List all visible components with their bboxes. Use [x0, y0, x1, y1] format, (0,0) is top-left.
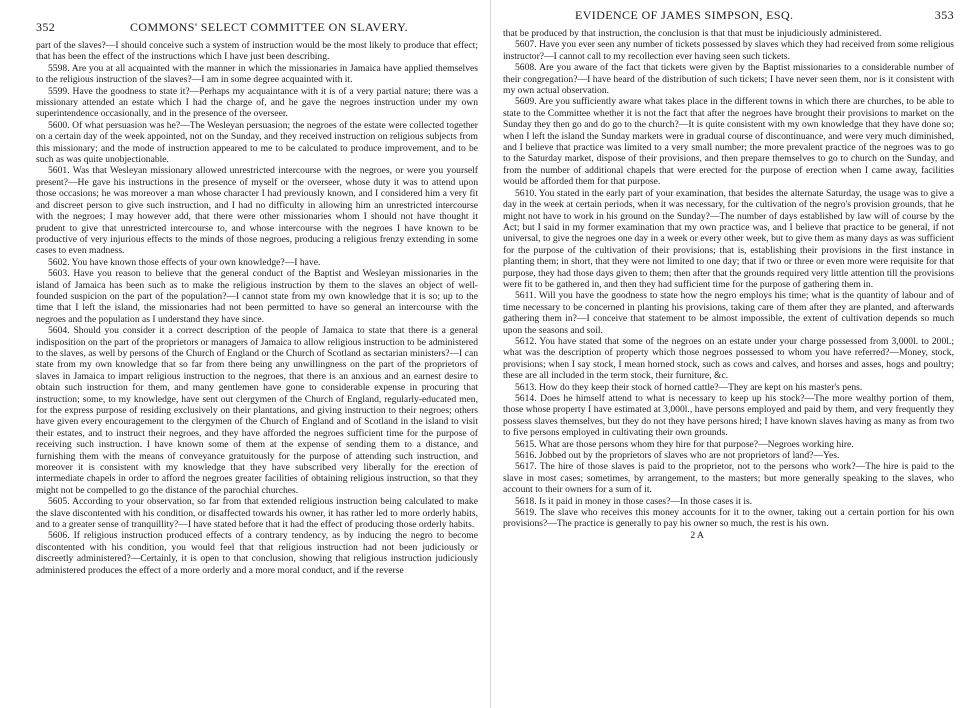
paragraph: 5613. How do they keep their stock of horned cattle?—They are kept on his master's pens.	[515, 381, 863, 393]
paragraph: part of the slaves?—I should conceive such a system of instruction would be the most likely to produce that effect; that has been the effect of the instructions which I have just been describing.	[36, 40, 478, 63]
paragraph: 5611. Will you have the goodness to state how the negro employs his time; what is the quantity of labour and of time necessary to be concerned in planting his provisions, taking care of them after they are planted, and afterwards gathering them in?—I conceive that statement to be almost impossible, the extent of cultivation depends so much upon the seasons and soil.	[503, 290, 954, 336]
left-running-head	[36, 20, 478, 35]
paragraph: 5618. Is it paid in money in those cases?—In those cases it is.	[515, 495, 753, 507]
paragraph: 5614. Does he himself attend to what is necessary to keep up his stock?—The more wealthy portion of them, those whose property I have estimated at 3,000l., have persons employed and paid by them, and very frequently they possess slaves themselves, but they do not they have persons hired; I have known slaves having as many as from two to five persons employed in cultivating their own grounds.	[503, 393, 954, 439]
left-running-title: COMMONS' SELECT COMMITTEE ON SLAVERY.	[130, 20, 408, 34]
paragraph: 5617. The hire of those slaves is paid to the proprietor, not to the persons who work?—The hire is paid to the slave in most cases; sometimes, by arrangement, to the masters; but more generally speaking to the slaves, who account to their owners for a sum of it.	[503, 461, 954, 496]
paragraph: 5604. Should you consider it a correct description of the people of Jamaica to state that there is a general indisposition on the part of the proprietors or managers of Jamaica to allow religious instruction to be administered to the slaves, as well by persons of the Church of England or the Church of Scotland as sectarian ministers?—I can state from my own knowledge that so far from there being any unwillingness on the part of the proprietors of slaves in Jamaica to impart religious instruction to the negroes, that there is an anxious and an earnest desire to obtain such instruction for them, and many gentlemen have gone to considerable expense in procuring that instruction; some, to my knowledge, have sent out clergymen of the Church of England, regularly-educated men, for the express purpose of residing exclusively on their plantations, and giving instruction to their negroes; others have given every encouragement to the clergymen of the Church of England and of Scotland in the island to visit their estates, and to instruct their negroes, and they have afforded the negroes sufficient time for the purpose of receiving such instruction. I have known some of them at the expense of sending them to a distance, and furnishing them with the means of conveyance gratuitously for the purpose of attending such instruction, and moreover it is consistent with my knowledge that they have subscribed very liberally for the erection of intermediate chapels in order to afford the negroes greater facilities of obtaining religious instruction, so that they might not be compelled to go the distance of the parochial churches.	[36, 325, 478, 496]
paragraph: 5615. What are those persons whom they hire for that purpose?—Negroes working hire.	[515, 438, 854, 450]
right-running-title: EVIDENCE OF JAMES SIMPSON, ESQ.	[575, 8, 794, 22]
paragraph: 5607. Have you ever seen any number of tickets possessed by slaves which they had received from some religious instructor?—I cannot call to my recollection ever having seen such tickets.	[503, 39, 954, 62]
paragraph: 5606. If religious instruction produced effects of a contrary tendency, as by inducing the negro to become discontented with his condition, you would feel that that religious instruction had not been judiciously or discreetly administered?—Certainly, it is open to that conclusion, showing that religious instruction judiciously administered produces the effect of a more orderly and a more moral conduct, and if the reverse	[36, 530, 478, 576]
signature-mark: 2 A	[690, 529, 704, 541]
right-page-body	[503, 28, 954, 530]
paragraph: 5599. Have the goodness to state it?—Perhaps my acquaintance with it is of a very partial nature; there was a missionary attended an estate which I had the charge of, and he gave the negroes instruction under my own superintendence occasionally, and in the presence of the overseer.	[36, 85, 478, 120]
left-page-number: 352	[36, 20, 56, 34]
paragraph: 5600. Of what persuasion was he?—The Wesleyan persuasion; the negroes of the estate were collected together on a certain day of the week appointed, not on the Sunday, and they received instruction on religious subjects from this missionary; and the mode of instruction appeared to me to be calculated to produce improvement, and to be such as was quite unobjectionable.	[36, 119, 478, 166]
paragraph: 5601. Was that Wesleyan missionary allowed unrestricted intercourse with the negroes, or were you yourself present?—He gave his instructions in the presence of myself or the overseer, whose duty it was to attend upon those occasions; he was moreover a man whose character I had previously known, and I considered him a very fit and discreet person to give such instruction, and I had no difficulty in allowing him an unrestricted intercourse with the negroes; I may however add, that there were other missionaries whom I should not have thought it prudent to give that unrestricted intercourse to, and whose intercourse with the negroes I have known to be productive of very injurious effects to the minds of those negroes, producing a religious frenzy extending in some cases to even madness.	[36, 165, 478, 257]
paragraph: 5602. You have known those effects of your own knowledge?—I have.	[48, 256, 321, 268]
paragraph: 5619. The slave who receives this money accounts for it to the owner, taking out a certain portion for his own provisions?—The practice is generally to pay his owner so much, the rest is his own.	[503, 507, 954, 530]
paragraph: 5612. You have stated that some of the negroes on an estate under your charge possessed from 3,000l. to 200l.; what was the description of property which those negroes possessed to whom you have referred?—Money, stock, provisions; when I say stock, I mean horned stock, such as cows and calves, and horses and asses, hogs and poultry; these are all included in the term stock, their furniture, &c.	[503, 335, 954, 382]
paragraph: 5610. You stated in the early part of your examination, that besides the alternate Saturday, the usage was to give a day in the week at certain periods, when it was necessary, for the cultivation of the negro's provision grounds, that he might not have to work in his ground on the Sunday?—The number of days established by law will of course by the Act; but I said in my former examination that my own practice was, and I believe that practice to be general, if not universal, to give the negroes one day in a week or every other week, but to give them as many days as was sufficient for the purpose of the cultivation of their provisions; that is, establishing their provisions in the first instance in planting them; in short, that they were not limited to one day; that if two or three or even more were requisite for that purpose, they had those days given to them; then after that the grounds required very little attention till the provisions were fit to be gathered in, and then they had sufficient time for the purpose of gathering them in.	[503, 187, 954, 290]
paragraph: 5598. Are you at all acquainted with the manner in which the missionaries in Jamaica have applied themselves to the religious instruction of the slaves?—I am in some degree acquainted with it.	[36, 62, 478, 86]
paragraph: 5605. According to your observation, so far from that extended religious instruction being calculated to make the slave discontented with his condition, or disaffected towards his owner, it has rather led to more orderly habits, and to a greater sense of tranquillity?—I have stated before that it had the effect of producing those orderly habits.	[36, 496, 478, 531]
paragraph: that be produced by that instruction, the conclusion is that that must be injudiciously administered.	[503, 28, 882, 39]
paragraph: 5616. Jobbed out by the proprietors of slaves who are not proprietors of land?—Yes.	[515, 450, 840, 462]
right-page	[490, 0, 980, 708]
right-running-head	[503, 8, 954, 23]
left-page-body	[36, 40, 478, 576]
right-page-number: 353	[934, 8, 954, 22]
paragraph: 5609. Are you sufficiently aware what takes place in the different towns in which there are churches, to be able to state to the Committee whether it is not the fact that after the negroes have brought their provisions to market on the Sunday they then go and do go to the church?—It is quite consistent with my own knowledge that they have done so; when I left the island the Sunday markets were in gradual course of discontinuance, and were very much diminished, and I believe that practice was limited to a very small number; the more prevalent practice of the negroes was to go to the Saturday market, dispose of their provisions, and then prepare themselves to go to church on the Sunday, and from the number of additional chapels that were erected for the purpose of erection when I came away, facilities would be afforded them for that purpose.	[503, 96, 954, 188]
paragraph: 5608. Are you aware of the fact that tickets were given by the Baptist missionaries to a considerable number of their congregation?—I have heard of the distribution of such tickets; I have never seen them, nor is it consistent with my own actual observation.	[503, 62, 954, 97]
paragraph: 5603. Have you reason to believe that the general conduct of the Baptist and Wesleyan missionaries in the island of Jamaica has been such as to make the religious instruction by them to the slaves an object of well-founded suspicion on the part of the population?—I cannot state from my own knowledge that it is so; up to the time that I left the island, the missionaries had not been permitted to have so general an intercourse with the negroes and the population as I understand they have since.	[36, 268, 478, 325]
